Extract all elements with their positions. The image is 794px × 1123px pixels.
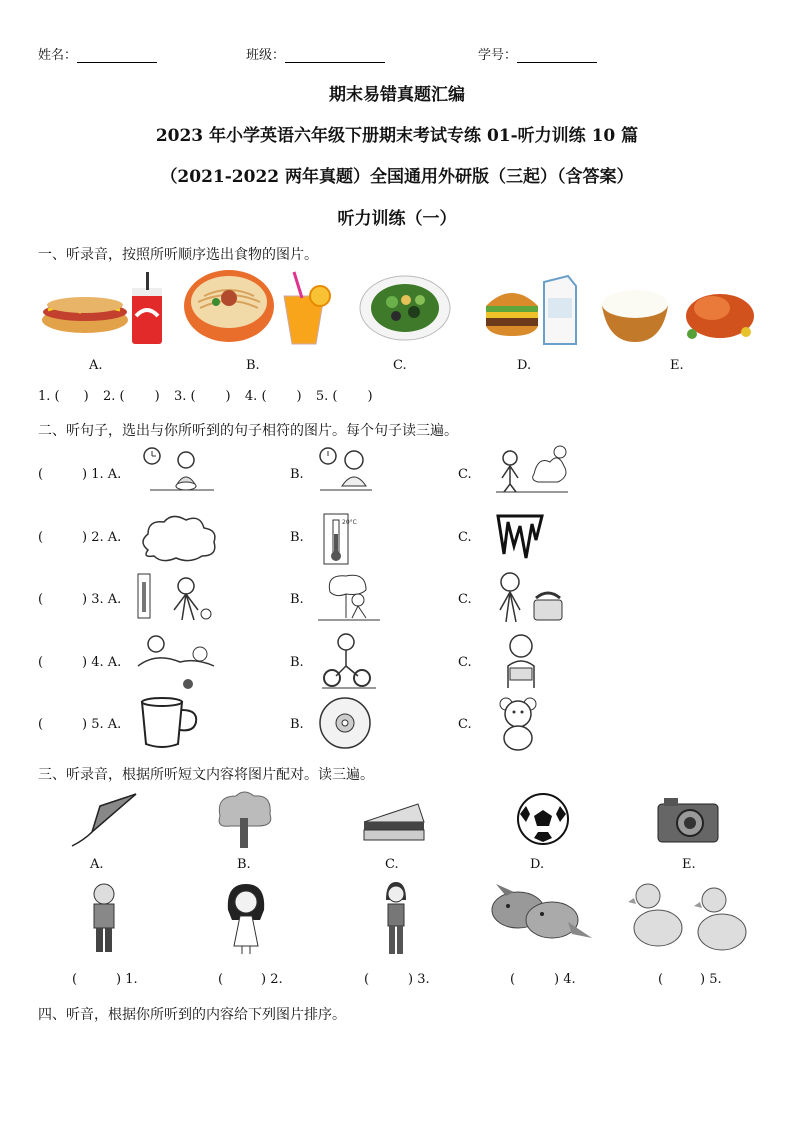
p2-row3-open: ( [38,592,44,607]
part1-instruction: 一、听录音，按照所听顺序选出食物的图片。 [38,247,318,263]
part4-instruction: 四、听音，根据你所听到的内容给下列图片排序。 [38,1007,346,1023]
class-blank[interactable] [285,48,385,63]
title-line-3: （2021-2022 两年真题）全国通用外研版（三起）（含答案） [160,167,634,187]
id-blank[interactable] [517,48,597,63]
p2-row1-label: ) 1. A. [82,467,122,482]
p3-item-2: ) 2. [261,972,283,987]
woman-icon [380,880,412,956]
rice-chicken-icon [600,272,756,346]
title-line-4: 听力训练（一） [337,209,457,229]
thermometer-label: 20°C [342,519,357,526]
name-blank[interactable] [77,48,157,63]
p3-option-d: D. [530,857,545,872]
p1-option-c: C. [393,358,407,373]
girl-icon [222,880,270,956]
p2-row4-b: B. [290,655,304,670]
p1-close-paren: ) [83,389,89,404]
part3-instruction: 三、听录音，根据所听短文内容将图片配对。读三遍。 [38,767,374,783]
class-label: 班级： [246,48,286,63]
title-line-2: 2023 年小学英语六年级下册期末考试专练 01-听力训练 10 篇 [155,126,639,146]
p3-option-b: B. [237,857,251,872]
p1-answer-4[interactable]: 4. ( [244,389,267,404]
p3-item-5-open[interactable]: ( [658,972,664,987]
cloud-icon [138,512,218,564]
id-field [478,44,597,63]
p2-row3-label: ) 3. A. [82,592,122,607]
p2-row5-c: C. [458,717,472,732]
p3-option-c: C. [385,857,399,872]
boy-telephone-icon [494,570,566,626]
p2-row4-open: ( [38,655,44,670]
part2-instruction: 二、听句子，选出与你所听到的句子相符的图片。每个句子读三遍。 [38,423,458,439]
p2-row5-b: B. [290,717,304,732]
teddy-bear-icon [496,696,540,752]
clock-boy-eating-icon [140,446,216,496]
p3-item-3: ) 3. [408,972,430,987]
p2-row2-open: ( [38,530,44,545]
p2-row2-c: C. [458,530,472,545]
p1-answer-5[interactable]: 5. ( [315,389,338,404]
p3-item-5: ) 5. [700,972,722,987]
cup-icon [138,696,200,750]
p2-row4-c: C. [458,655,472,670]
boy-reading-icon [500,632,542,690]
name-field [38,44,157,63]
p1-answer-row [38,389,373,404]
football-icon [516,792,570,846]
p3-item-1: ) 1. [116,972,138,987]
p3-item-4-open[interactable]: ( [510,972,516,987]
p3-item-3-open[interactable]: ( [364,972,370,987]
p2-row2-label: ) 2. A. [82,530,122,545]
icicles-icon [496,514,544,562]
id-label: 学号： [478,48,518,63]
clock-boy-writing-icon [318,446,374,496]
kids-playing-icon [136,632,218,690]
p2-row5-label: ) 5. A. [82,717,122,732]
p2-row1-open: ( [38,467,44,482]
salad-icon [358,272,452,342]
p1-close-paren: ) [225,389,231,404]
p1-close-paren: ) [154,389,160,404]
p2-row3-b: B. [290,592,304,607]
birds-icon [488,882,594,950]
hamburger-milk-icon [482,272,582,346]
p3-item-4: ) 4. [554,972,576,987]
p3-item-1-open[interactable]: ( [72,972,78,987]
p1-option-e: E. [670,358,684,373]
p3-item-2-open[interactable]: ( [218,972,224,987]
p3-option-a: A. [90,857,104,872]
p2-row4-label: ) 4. A. [82,655,122,670]
class-field [246,44,385,63]
p2-row5-open: ( [38,717,44,732]
p1-option-b: B. [246,358,260,373]
p1-answer-2[interactable]: 2. ( [102,389,125,404]
thermometer-icon [322,512,362,566]
kite-icon [70,792,138,852]
ducks-icon [628,880,750,954]
p1-option-a: A. [89,358,103,373]
p1-answer-3[interactable]: 3. ( [173,389,196,404]
hotdog-soda-icon [40,270,170,346]
p1-close-paren: ) [296,389,302,404]
p1-close-paren: ) [367,389,373,404]
p3-option-e: E. [682,857,696,872]
name-label: 姓名： [38,48,78,63]
tree-icon [214,788,274,850]
p1-answer-1[interactable]: 1. ( [38,389,60,404]
boy-running-tree-clock-icon [494,444,570,496]
boy-bicycle-icon [320,632,378,690]
sandwich-icon [360,800,426,844]
p2-row1-c: C. [458,467,472,482]
boy-icon [86,882,122,956]
p2-row2-b: B. [290,530,304,545]
camera-icon [656,794,720,844]
boy-running-park-icon [316,570,382,624]
p2-row3-c: C. [458,592,472,607]
p1-option-d: D. [517,358,532,373]
title-line-1: 期末易错真题汇编 [329,85,465,105]
cd-disc-icon [318,696,372,750]
p2-row1-b: B. [290,467,304,482]
thermometer-boy-cold-icon [136,570,218,626]
noodle-juice-icon [184,268,334,348]
